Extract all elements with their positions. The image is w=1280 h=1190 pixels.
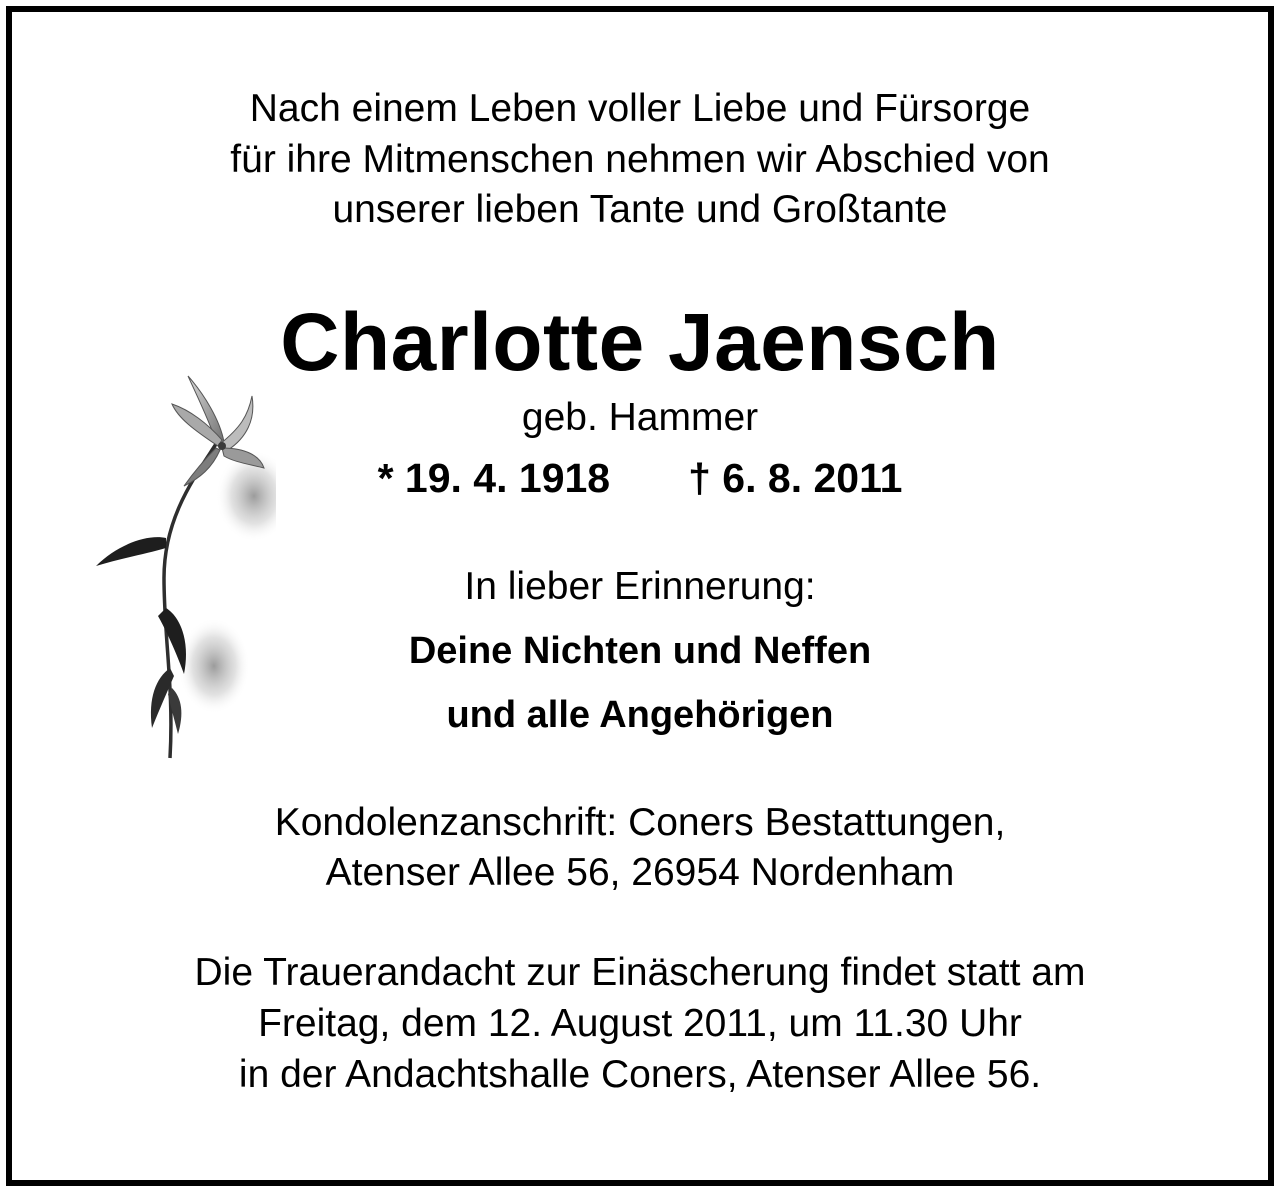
- service-info-line-2: Freitag, dem 12. August 2011, um 11.30 Uhr: [258, 1002, 1022, 1045]
- death-date: † 6. 8. 2011: [688, 455, 903, 501]
- intro-line-2: für ihre Mitmenschen nehmen wir Abschied von: [230, 138, 1050, 181]
- life-dates: [12, 455, 1268, 501]
- birth-date: * 19. 4. 1918: [377, 455, 611, 501]
- signers-line-2: und alle Angehörigen: [446, 694, 834, 736]
- memory-line: In lieber Erinnerung:: [464, 565, 816, 608]
- intro-line-3: unserer lieben Tante und Großtante: [332, 188, 948, 231]
- service-info-line-1: Die Trauerandacht zur Einäscherung findet statt am: [194, 951, 1086, 994]
- service-info-line-3: in der Andachtshalle Coners, Atenser Allee 56.: [238, 1053, 1042, 1096]
- signers-line-1: Deine Nichten und Neffen: [408, 630, 872, 672]
- deceased-name: Charlotte Jaensch: [280, 297, 1000, 388]
- obituary-notice: [6, 6, 1274, 1186]
- condolence-address-line-2: Atenser Allee 56, 26954 Nordenham: [325, 851, 955, 894]
- maiden-name: geb. Hammer: [521, 396, 759, 439]
- intro-line-1: Nach einem Leben voller Liebe und Fürsorge: [249, 87, 1031, 130]
- condolence-address-line-1: Kondolenzanschrift: Coners Bestattungen,: [274, 801, 1006, 844]
